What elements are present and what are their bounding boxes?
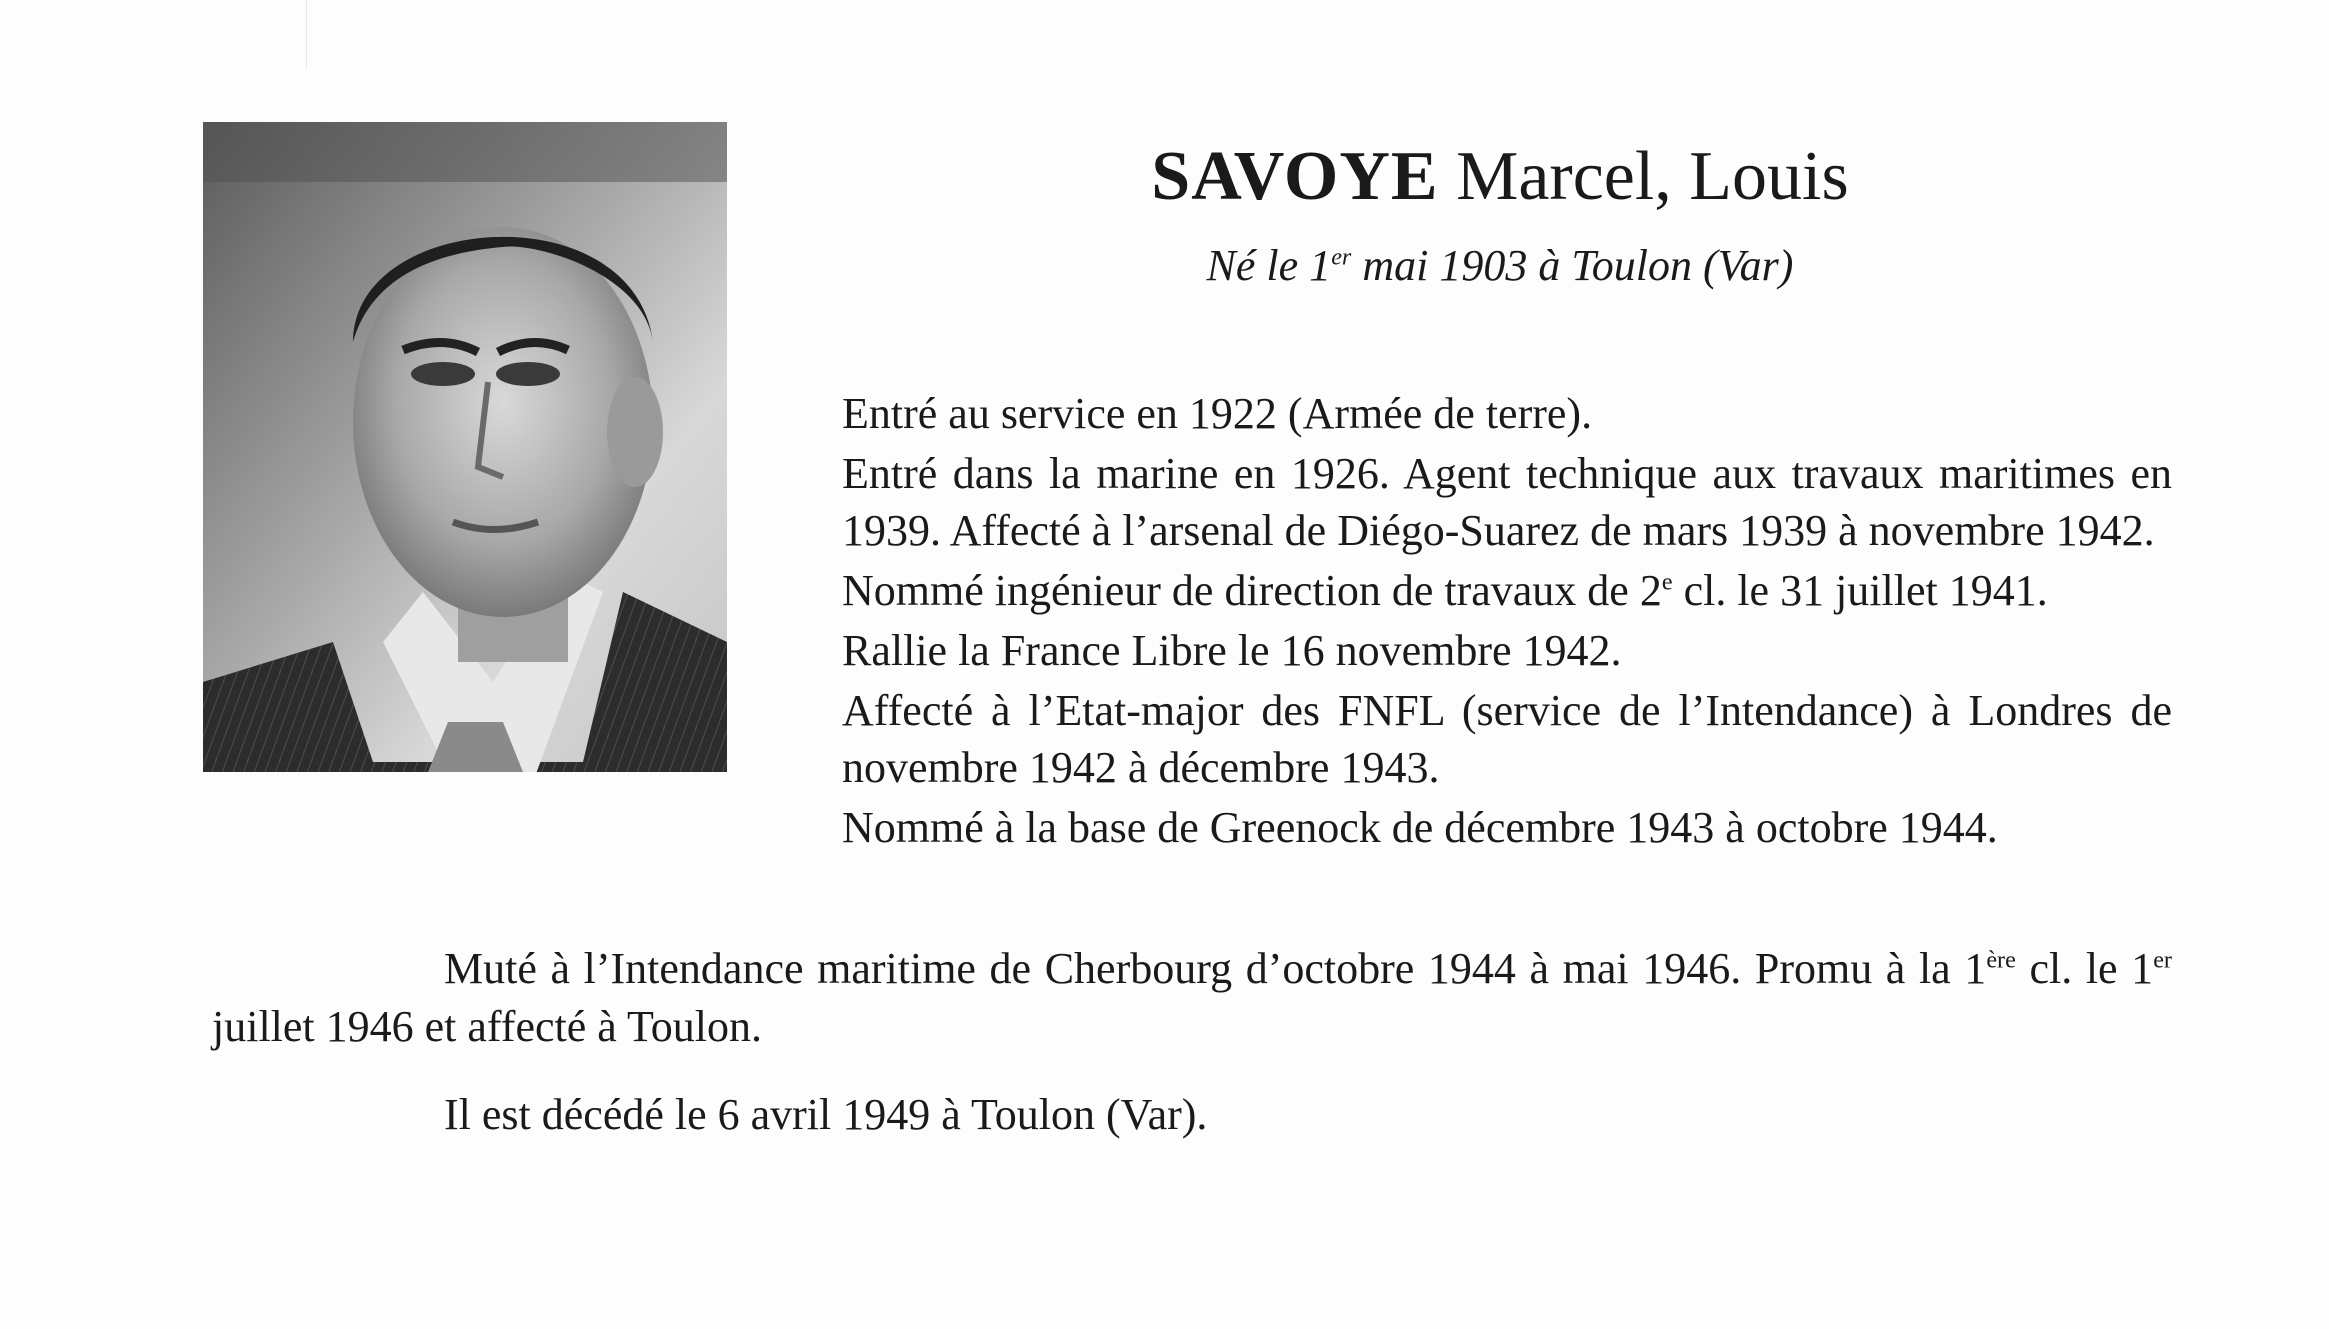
bio-entry-france-libre: Rallie la France Libre le 16 novembre 1942. bbox=[842, 626, 1622, 675]
bio-entry-greenock: Nommé à la base de Greenock de décembre 1943 à octobre 1944. bbox=[842, 803, 1998, 852]
bio-entry-engineer bbox=[842, 562, 2172, 619]
birth-line bbox=[900, 240, 2100, 291]
bio-entry-army: Entré au service en 1922 (Armée de terre). bbox=[842, 389, 1593, 438]
person-name-heading bbox=[900, 138, 2100, 215]
scan-mark bbox=[306, 0, 307, 70]
portrait-image bbox=[203, 122, 727, 772]
bio-engineer-suffix: cl. le 31 juillet 1941. bbox=[1672, 566, 2048, 615]
portrait-photo bbox=[203, 122, 727, 772]
career-part3: juillet 1946 et affecté à Toulon. bbox=[212, 1002, 763, 1051]
career-sup2: er bbox=[2153, 946, 2172, 974]
surname: SAVOYE bbox=[1151, 138, 1439, 215]
birth-suffix: mai 1903 à Toulon (Var) bbox=[1351, 241, 1794, 290]
birth-sup: er bbox=[1331, 243, 1352, 271]
biography-block bbox=[842, 385, 2172, 859]
bio-entry-fnfl: Affecté à l’Etat-major des FNFL (service de l’Intendance) à Londres de novembre 1942 à décembre 1943. bbox=[842, 686, 2172, 792]
career-part2: cl. le 1 bbox=[2015, 944, 2154, 993]
career-part1: Muté à l’Intendance maritime de Cherbourg d’octobre 1944 à mai 1946. Promu à la 1 bbox=[444, 944, 1987, 993]
bio-engineer-prefix: Nommé ingénieur de direction de travaux de 2 bbox=[842, 566, 1662, 615]
career-cherbourg-paragraph bbox=[212, 940, 2172, 1056]
later-career-block bbox=[212, 940, 2172, 1144]
bio-engineer-sup: e bbox=[1661, 568, 1673, 596]
bio-entry-navy: Entré dans la marine en 1926. Agent technique aux travaux maritimes en 1939. Affecté à l’arsenal de Diégo-Suarez de mars 1939 à novembre 1942. bbox=[842, 449, 2172, 555]
given-names: Marcel, Louis bbox=[1456, 138, 1849, 215]
death-paragraph: Il est décédé le 6 avril 1949 à Toulon (Var). bbox=[444, 1090, 1208, 1139]
birth-prefix: Né le 1 bbox=[1206, 241, 1332, 290]
career-sup1: ère bbox=[1986, 946, 2016, 974]
